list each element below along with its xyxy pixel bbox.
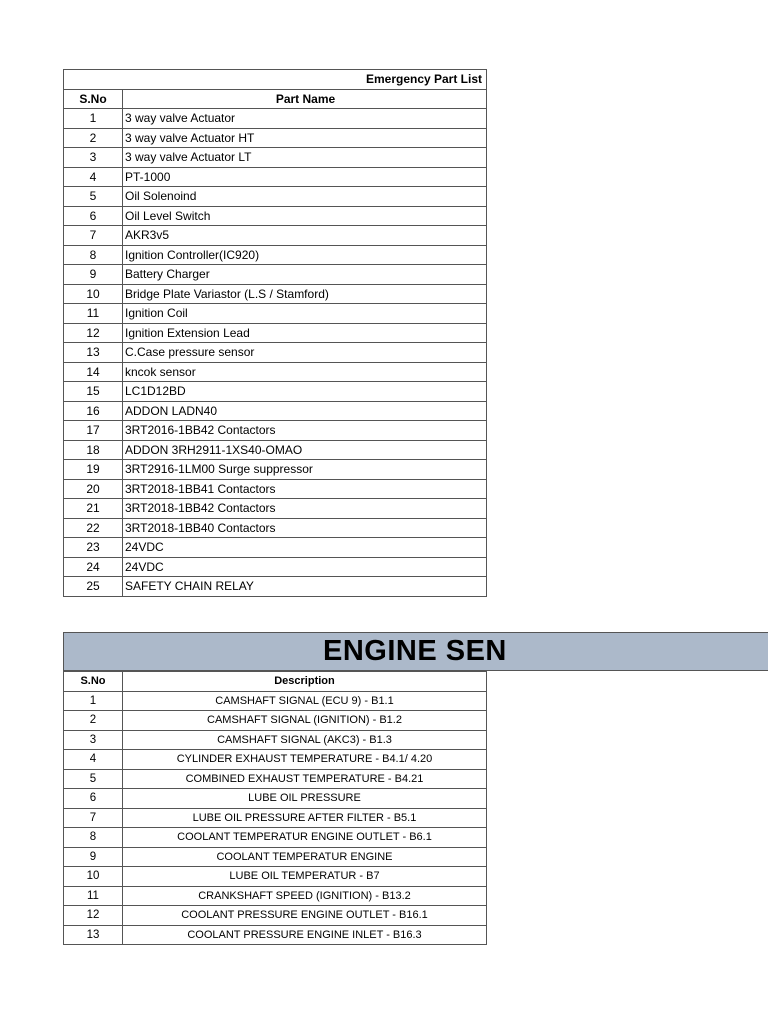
table-row <box>64 925 487 945</box>
parts-table-body <box>64 109 487 597</box>
row-part-name: 3RT2018-1BB42 Contactors <box>123 499 487 519</box>
row-serial-number: 13 <box>64 343 123 363</box>
row-part-name: Oil Solenoind <box>123 187 487 207</box>
row-part-name: Ignition Controller(IC920) <box>123 245 487 265</box>
table-row <box>64 518 487 538</box>
row-part-name: 3RT2018-1BB41 Contactors <box>123 479 487 499</box>
table-row <box>64 362 487 382</box>
row-serial-number: 2 <box>64 128 123 148</box>
row-serial-number: 10 <box>64 867 123 887</box>
row-part-name: 3RT2916-1LM00 Surge suppressor <box>123 460 487 480</box>
row-serial-number: 21 <box>64 499 123 519</box>
row-description: LUBE OIL PRESSURE AFTER FILTER - B5.1 <box>123 808 487 828</box>
table-row <box>64 265 487 285</box>
row-serial-number: 20 <box>64 479 123 499</box>
row-part-name: 3 way valve Actuator LT <box>123 148 487 168</box>
parts-header-name: Part Name <box>123 89 487 109</box>
table-row <box>64 109 487 129</box>
table-row <box>64 828 487 848</box>
table-row <box>64 769 487 789</box>
engine-sensor-title: ENGINE SEN <box>323 635 507 667</box>
row-part-name: Battery Charger <box>123 265 487 285</box>
row-serial-number: 12 <box>64 906 123 926</box>
row-serial-number: 10 <box>64 284 123 304</box>
table-row <box>64 867 487 887</box>
row-serial-number: 9 <box>64 265 123 285</box>
row-serial-number: 11 <box>64 886 123 906</box>
row-serial-number: 5 <box>64 187 123 207</box>
emergency-part-list-table <box>63 69 487 597</box>
row-serial-number: 25 <box>64 577 123 597</box>
row-serial-number: 16 <box>64 401 123 421</box>
row-description: CAMSHAFT SIGNAL (ECU 9) - B1.1 <box>123 691 487 711</box>
row-serial-number: 6 <box>64 789 123 809</box>
row-serial-number: 15 <box>64 382 123 402</box>
row-serial-number: 1 <box>64 109 123 129</box>
row-serial-number: 7 <box>64 808 123 828</box>
table-row <box>64 711 487 731</box>
row-part-name: PT-1000 <box>123 167 487 187</box>
row-description: CAMSHAFT SIGNAL (AKC3) - B1.3 <box>123 730 487 750</box>
table-row <box>64 460 487 480</box>
row-serial-number: 13 <box>64 925 123 945</box>
row-serial-number: 14 <box>64 362 123 382</box>
row-part-name: Bridge Plate Variastor (L.S / Stamford) <box>123 284 487 304</box>
engine-sensor-table <box>63 671 487 945</box>
parts-header-sno: S.No <box>64 89 123 109</box>
table-row <box>64 304 487 324</box>
parts-table-title: Emergency Part List <box>64 70 487 90</box>
table-row <box>64 440 487 460</box>
table-row <box>64 906 487 926</box>
row-serial-number: 9 <box>64 847 123 867</box>
row-serial-number: 3 <box>64 730 123 750</box>
row-serial-number: 1 <box>64 691 123 711</box>
row-part-name: Ignition Extension Lead <box>123 323 487 343</box>
table-row <box>64 730 487 750</box>
table-row <box>64 538 487 558</box>
row-description: LUBE OIL TEMPERATUR - B7 <box>123 867 487 887</box>
table-row <box>64 401 487 421</box>
row-part-name: SAFETY CHAIN RELAY <box>123 577 487 597</box>
row-description: COOLANT PRESSURE ENGINE INLET - B16.3 <box>123 925 487 945</box>
table-row <box>64 323 487 343</box>
row-serial-number: 17 <box>64 421 123 441</box>
table-row <box>64 245 487 265</box>
row-part-name: ADDON LADN40 <box>123 401 487 421</box>
table-row <box>64 226 487 246</box>
row-serial-number: 18 <box>64 440 123 460</box>
row-description: COMBINED EXHAUST TEMPERATURE - B4.21 <box>123 769 487 789</box>
row-part-name: C.Case pressure sensor <box>123 343 487 363</box>
sensor-table-body <box>64 691 487 945</box>
row-serial-number: 12 <box>64 323 123 343</box>
row-serial-number: 4 <box>64 750 123 770</box>
table-row <box>64 284 487 304</box>
row-description: CRANKSHAFT SPEED (IGNITION) - B13.2 <box>123 886 487 906</box>
row-serial-number: 22 <box>64 518 123 538</box>
row-description: COOLANT TEMPERATUR ENGINE <box>123 847 487 867</box>
row-serial-number: 2 <box>64 711 123 731</box>
table-row <box>64 479 487 499</box>
table-row <box>64 750 487 770</box>
table-row <box>64 128 487 148</box>
row-serial-number: 3 <box>64 148 123 168</box>
sensor-header-row <box>64 672 487 692</box>
row-part-name: AKR3v5 <box>123 226 487 246</box>
row-description: CYLINDER EXHAUST TEMPERATURE - B4.1/ 4.20 <box>123 750 487 770</box>
table-row <box>64 148 487 168</box>
table-row <box>64 886 487 906</box>
parts-header-row <box>64 89 487 109</box>
table-row <box>64 691 487 711</box>
row-part-name: 24VDC <box>123 557 487 577</box>
row-part-name: ADDON 3RH2911-1XS40-OMAO <box>123 440 487 460</box>
row-description: LUBE OIL PRESSURE <box>123 789 487 809</box>
sensor-header-desc: Description <box>123 672 487 692</box>
row-part-name: Ignition Coil <box>123 304 487 324</box>
engine-sensor-title-clip <box>63 632 507 671</box>
row-part-name: 24VDC <box>123 538 487 558</box>
table-row <box>64 557 487 577</box>
table-row <box>64 187 487 207</box>
table-row <box>64 206 487 226</box>
row-serial-number: 19 <box>64 460 123 480</box>
table-row <box>64 577 487 597</box>
row-part-name: 3 way valve Actuator HT <box>123 128 487 148</box>
row-part-name: Oil Level Switch <box>123 206 487 226</box>
row-part-name: 3RT2018-1BB40 Contactors <box>123 518 487 538</box>
sensor-header-sno: S.No <box>64 672 123 692</box>
row-serial-number: 11 <box>64 304 123 324</box>
table-row <box>64 499 487 519</box>
row-serial-number: 6 <box>64 206 123 226</box>
row-serial-number: 4 <box>64 167 123 187</box>
row-description: COOLANT TEMPERATUR ENGINE OUTLET - B6.1 <box>123 828 487 848</box>
row-serial-number: 23 <box>64 538 123 558</box>
table-row <box>64 808 487 828</box>
row-serial-number: 24 <box>64 557 123 577</box>
row-description: COOLANT PRESSURE ENGINE OUTLET - B16.1 <box>123 906 487 926</box>
row-serial-number: 7 <box>64 226 123 246</box>
row-description: CAMSHAFT SIGNAL (IGNITION) - B1.2 <box>123 711 487 731</box>
table-row <box>64 789 487 809</box>
row-serial-number: 8 <box>64 245 123 265</box>
row-serial-number: 8 <box>64 828 123 848</box>
table-row <box>64 421 487 441</box>
table-row <box>64 382 487 402</box>
row-part-name: LC1D12BD <box>123 382 487 402</box>
table-row <box>64 847 487 867</box>
parts-title-row <box>64 70 487 90</box>
row-part-name: 3RT2016-1BB42 Contactors <box>123 421 487 441</box>
table-row <box>64 343 487 363</box>
row-part-name: 3 way valve Actuator <box>123 109 487 129</box>
row-serial-number: 5 <box>64 769 123 789</box>
table-row <box>64 167 487 187</box>
row-part-name: kncok sensor <box>123 362 487 382</box>
